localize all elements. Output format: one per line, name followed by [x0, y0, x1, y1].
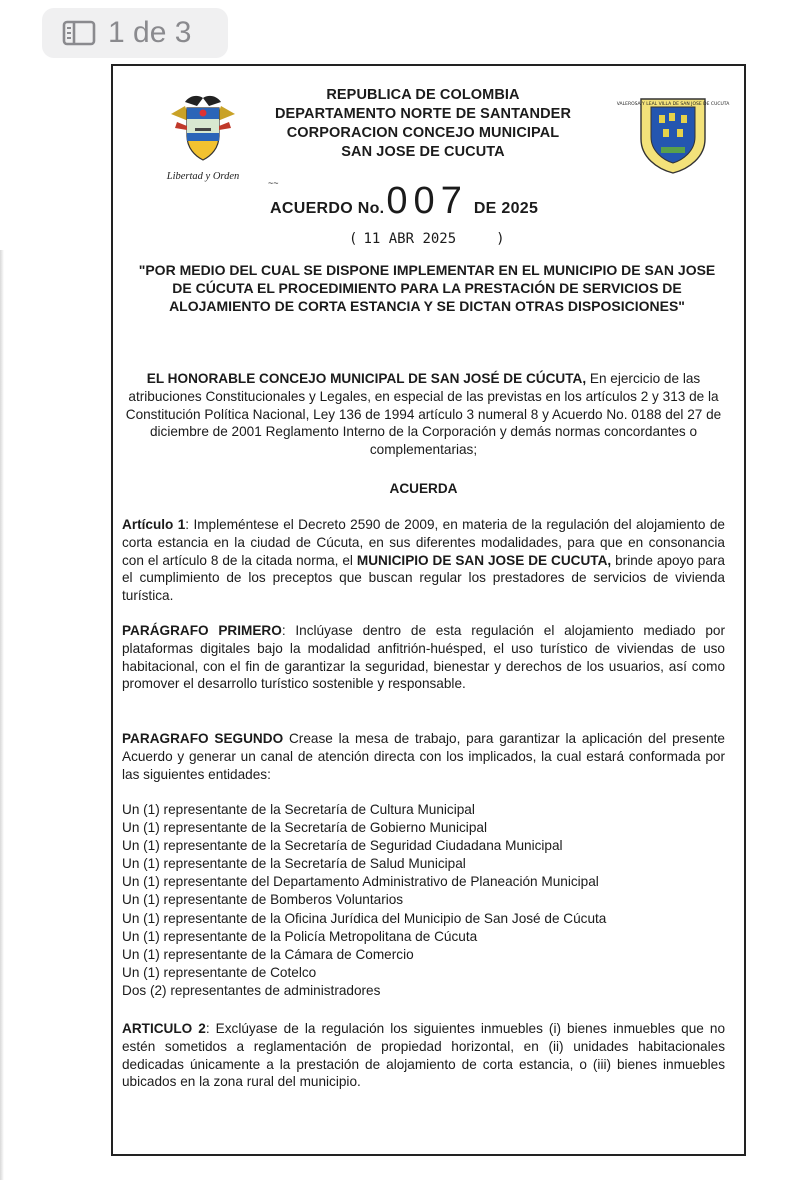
- letterhead-line: REPUBLICA DE COLOMBIA: [326, 87, 520, 103]
- letterhead-line: CORPORACION CONCEJO MUNICIPAL: [286, 125, 560, 141]
- letterhead-line: DEPARTAMENTO NORTE DE SANTANDER: [274, 106, 572, 122]
- cucuta-shield: [616, 95, 730, 180]
- articulo-1-text-a: : Impleméntese el Decreto 2590 de 2009, en materia de la regulación del alojamiento de corta estancia en la ciudad de Cúcuta, en sus diferentes modalidades, para que en consonancia con el artículo 8 de la citada norma, el: [122, 517, 725, 568]
- paragrafo-segundo-text: Crease la mesa de trabajo, para garantizar la aplicación del presente Acuerdo y generar un canal de atención directa con los implicados, la cual estará conformada por las siguientes entidades:: [122, 731, 725, 782]
- acuerdo-number-line: [270, 180, 538, 223]
- list-item: Un (1) representante de la Secretaría de Gobierno Municipal: [122, 820, 487, 836]
- acuerdo-title: "POR MEDIO DEL CUAL SE DISPONE IMPLEMENTAR EN EL MUNICIPIO DE SAN JOSE DE CÚCUTA EL PROCEDIMIENTO PARA LA PRESTACIÓN DE SERVICIOS DE ALOJAMIENTO DE CORTA ESTANCIA Y SE DICTAN OTRAS DISPOSICIONES": [138, 262, 716, 314]
- paragrafo-primero-text: : Inclúyase dentro de esta regulación el alojamiento mediado por plataformas digitales bajo la modalidad anfitrión-huésped, el uso turístico de viviendas de uso habitacional, con el fin de garantizar la seguridad, bienestar y derechos de los usuarios, así como promover el desarrollo turístico sostenible y responsable.: [122, 623, 725, 692]
- list-item: Un (1) representante de la Secretaría de Salud Municipal: [122, 856, 466, 872]
- colombia-crest: [165, 92, 241, 182]
- acuerda-heading: ACUERDA: [389, 481, 458, 496]
- stamp-date-text: 11 ABR 2025: [363, 231, 457, 247]
- handwritten-mark: ~~: [268, 178, 279, 188]
- crest-motto: Libertad y Orden: [166, 171, 240, 182]
- representatives-list: [122, 801, 606, 1000]
- page-indicator-badge[interactable]: [42, 8, 228, 58]
- municipal-shield-icon: [616, 95, 730, 175]
- list-item: Un (1) representante de la Policía Metropolitana de Cúcuta: [122, 928, 478, 944]
- letterhead: [258, 86, 588, 162]
- list-item: Un (1) representante de la Secretaría de Cultura Municipal: [122, 802, 475, 817]
- stamp-date: ( 11 ABR 2025 ): [349, 231, 505, 247]
- articulo-1-lead: Artículo 1: [122, 517, 186, 532]
- acuerdo-de: DE: [473, 200, 497, 217]
- list-item: Un (1) representante de la Secretaría de Seguridad Ciudadana Municipal: [122, 838, 563, 854]
- list-item: Un (1) representante del Departamento Administrativo de Planeación Municipal: [122, 874, 599, 890]
- acuerdo-label: ACUERDO No.: [270, 200, 385, 217]
- articulo-1-bold: MUNICIPIO DE SAN JOSE DE CUCUTA,: [356, 552, 612, 568]
- acuerdo-number: 007: [386, 180, 468, 222]
- paragrafo-segundo: [122, 730, 725, 783]
- list-item: Un (1) representante de Bomberos Voluntarios: [122, 892, 404, 908]
- acuerdo-year: 2025: [501, 200, 539, 217]
- paragrafo-primero-lead: PARÁGRAFO PRIMERO: [122, 623, 282, 638]
- sidebar-icon[interactable]: [62, 20, 96, 46]
- list-item: Un (1) representante de la Cámara de Comercio: [122, 946, 414, 962]
- list-item: Un (1) representante de Cotelco: [122, 964, 317, 980]
- preamble-text: En ejercicio de las atribuciones Constitucionales y Legales, en especial de las previstas en los artículos 2 y 313 de la Constitución Política Nacional, Ley 136 de 1994 artículo 3 numeral 8 y Acuerdo No. 0188 del 27 de diciembre de 2001 Reglamento Interno de la Corporación y demás normas concordantes o complementarias;: [125, 371, 722, 458]
- preamble-lead: EL HONORABLE CONCEJO MUNICIPAL DE SAN JOSÉ DE CÚCUTA,: [146, 371, 587, 386]
- paragrafo-segundo-lead: PARAGRAFO SEGUNDO: [122, 731, 284, 746]
- page-edge-shadow: [0, 250, 4, 1180]
- articulo-1-text-b: brinde apoyo para el cumplimiento de los preceptos que buscan regular los prestadores de servicios de vivienda turística.: [122, 552, 725, 604]
- list-item: Un (1) representante de la Oficina Jurídica del Municipio de San José de Cúcuta: [122, 910, 607, 926]
- shield-ring-text: VALEROSA Y LEAL VILLA DE SAN JOSE DE CUCUTA: [616, 102, 730, 107]
- paragrafo-primero: [122, 622, 725, 693]
- articulo-2: [122, 1020, 725, 1091]
- page-indicator-text: 1 de 3: [108, 16, 192, 49]
- articulo-2-text: : Exclúyase de la regulación los siguientes inmuebles (i) bienes inmuebles que no estén sometidos a reglamentación de propiedad horizontal, en (ii) unidades habitacionales dedicadas únicamente a la prestación de alojamiento de corta estancia, o (iii) bienes inmuebles ubicados en la zona rural del municipio.: [122, 1021, 725, 1090]
- preamble: [122, 370, 725, 459]
- articulo-1: [122, 516, 725, 605]
- articulo-2-lead: ARTICULO 2: [122, 1021, 206, 1036]
- coat-of-arms-icon: [167, 92, 239, 164]
- letterhead-line: SAN JOSE DE CUCUTA: [341, 144, 505, 160]
- list-item: Dos (2) representantes de administradores: [122, 982, 381, 998]
